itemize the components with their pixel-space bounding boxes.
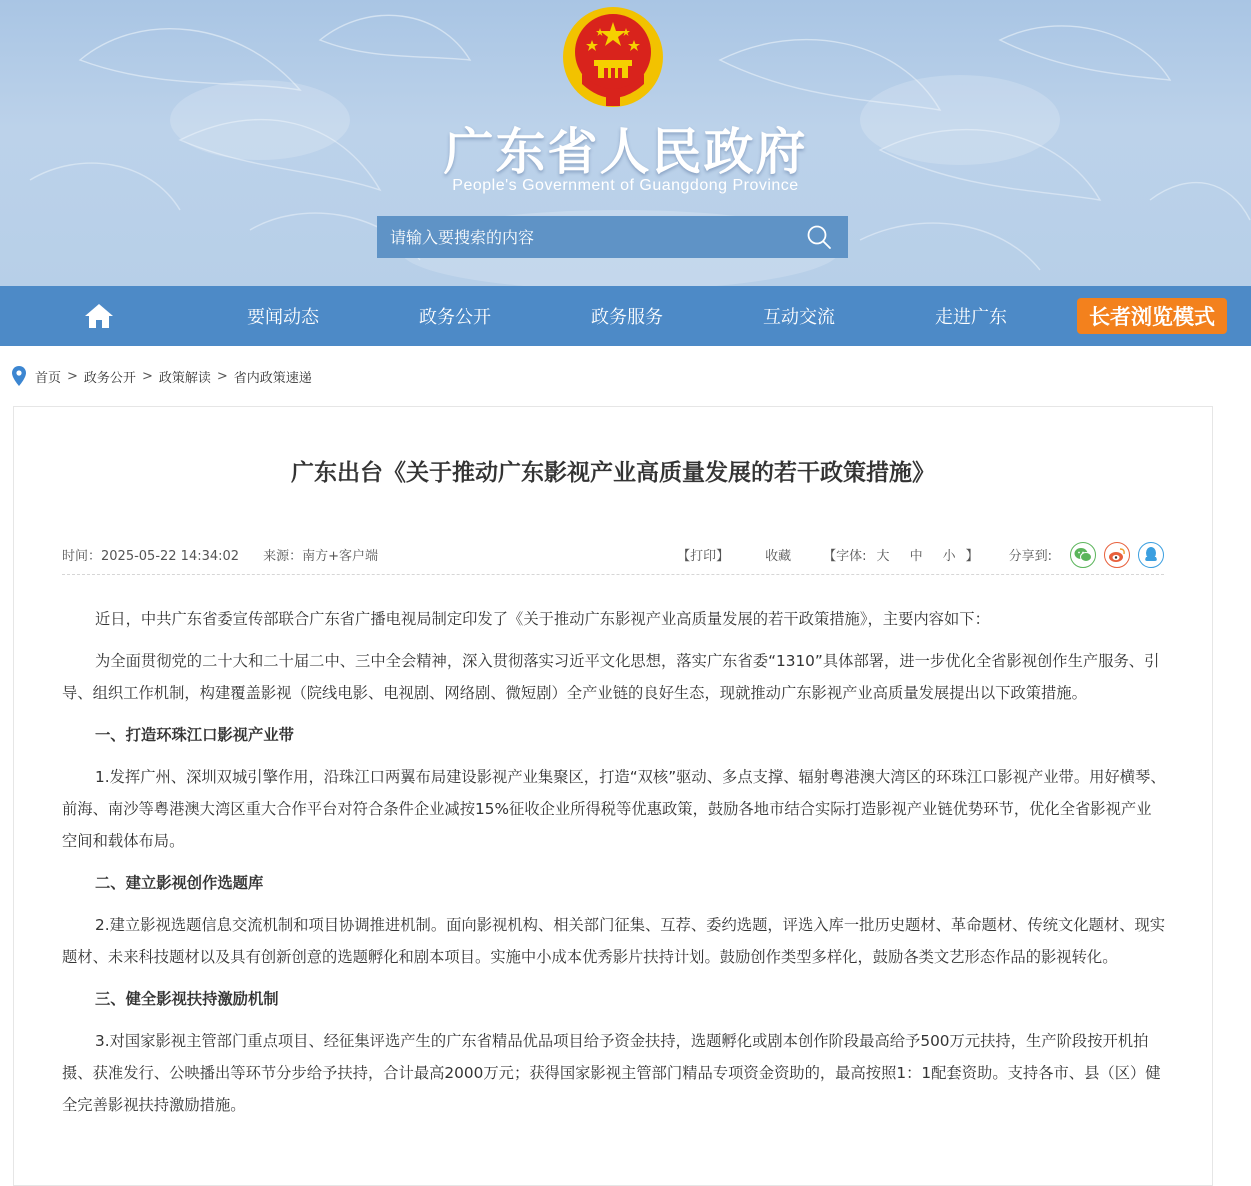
main-nav: [0, 286, 1251, 346]
font-large-button[interactable]: 大: [876, 549, 890, 564]
section-heading: 三、健全影视扶持激励机制: [95, 990, 279, 1008]
share-wechat-button[interactable]: [1070, 542, 1096, 568]
breadcrumb-policy-interpretation[interactable]: 政策解读: [158, 370, 211, 386]
font-size-close-bracket: 】: [965, 549, 979, 564]
wechat-icon: [1074, 547, 1092, 563]
article-paragraph: 2.建立影视选题信息交流机制和项目协调推进机制。面向影视机构、相关部门征集、互荐、委约选题，评选入库一批历史题材、革命题材、传统文化题材、现实题材、未来科技题材以及具有创新创意的选题孵化和剧本项目。实施中小成本优秀影片扶持计划。鼓励创作类型多样化，鼓励各类文艺形态作品的影视转化。: [62, 916, 1166, 966]
nav-home[interactable]: [0, 286, 197, 346]
breadcrumb-provincial-policy[interactable]: 省内政策速递: [233, 370, 312, 386]
site-subtitle: People's Government of Guangdong Province: [452, 177, 799, 194]
article-tools: [677, 542, 1164, 568]
font-medium-button[interactable]: 中: [909, 549, 923, 564]
print-button[interactable]: 【打印】: [677, 549, 730, 564]
search-button[interactable]: [790, 216, 848, 258]
elder-mode-button[interactable]: 长者浏览模式: [1077, 298, 1227, 334]
article-paragraph: 1.发挥广州、深圳双城引擎作用，沿珠江口两翼布局建设影视产业集聚区，打造“双核”驱动、多点支撑、辐射粤港澳大湾区的环珠江口影视产业带。用好横琴、前海、南沙等粤港澳大湾区重大合作平台对符合条件企业减按15%征收企业所得税等优惠政策，鼓励各地市结合实际打造影视产业链优势环节，优化全省影视产业空间和载体布局。: [62, 768, 1166, 850]
nav-item-news[interactable]: 要闻动态: [247, 307, 319, 328]
site-header: [0, 0, 1251, 286]
search-bar: [377, 216, 848, 258]
share-weibo-button[interactable]: [1104, 542, 1130, 568]
breadcrumb-separator: >: [141, 368, 153, 384]
share-qq-button[interactable]: [1138, 542, 1164, 568]
favorite-button[interactable]: 收藏: [765, 549, 792, 564]
publish-time: 时间：2025-05-22 14:34:02: [62, 549, 240, 564]
search-icon: [806, 224, 832, 250]
article-paragraph: 近日，中共广东省委宣传部联合广东省广播电视局制定印发了《关于推动广东影视产业高质量发展的若干政策措施》，主要内容如下：: [95, 610, 990, 628]
article-title: 广东出台《关于推动广东影视产业高质量发展的若干政策措施》: [291, 460, 935, 486]
share-label: 分享到:: [1008, 549, 1052, 564]
breadcrumb-home[interactable]: 首页: [35, 370, 62, 386]
article-paragraph: 为全面贯彻党的二十大和二十届二中、三中全会精神，深入贯彻落实习近平文化思想，落实广东省委“1310”具体部署，进一步优化全省影视创作生产服务、引导、组织工作机制，构建覆盖影视（院线电影、电视剧、网络剧、微短剧）全产业链的良好生态，现就推动广东影视产业高质量发展提出以下政策措施。: [62, 652, 1160, 702]
home-icon: [84, 302, 114, 330]
font-size-label: 【字体:: [823, 549, 867, 564]
section-heading: 二、建立影视创作选题库: [95, 874, 264, 892]
section-heading: 一、打造环珠江口影视产业带: [95, 726, 294, 744]
location-pin-icon: [12, 366, 26, 386]
article-meta-bar: [62, 535, 1164, 575]
breadcrumb-separator: >: [216, 368, 228, 384]
breadcrumb-separator: >: [67, 368, 78, 384]
nav-item-gov-affairs-open[interactable]: 政务公开: [419, 307, 491, 328]
national-emblem-icon: [560, 4, 666, 110]
nav-item-interaction[interactable]: 互动交流: [763, 307, 835, 328]
article-body: [62, 603, 1166, 1131]
nav-item-gov-services[interactable]: 政务服务: [591, 307, 663, 328]
weibo-icon: [1108, 547, 1126, 563]
font-size-control: [823, 545, 978, 564]
breadcrumb-gov-affairs-open[interactable]: 政务公开: [83, 370, 136, 386]
qq-icon: [1143, 546, 1159, 564]
nav-item-about-guangdong[interactable]: 走进广东: [935, 307, 1007, 328]
article-paragraph: 3.对国家影视主管部门重点项目、经征集评选产生的广东省精品优品项目给予资金扶持，选题孵化或剧本创作阶段最高给予500万元扶持，生产阶段按开机拍摄、获准发行、公映播出等环节分步给予扶持，合计最高2000万元；获得国家影视主管部门精品专项资金资助的，最高按照1：1配套资助。支持各市、县（区）健全完善影视扶持激励措施。: [62, 1032, 1161, 1114]
search-input[interactable]: [377, 216, 790, 258]
article-container: [13, 406, 1213, 1186]
article-source: 来源：南方+客户端: [263, 549, 378, 564]
font-small-button[interactable]: 小: [942, 549, 956, 564]
site-title: 广东省人民政府: [443, 123, 808, 181]
breadcrumb: [0, 346, 1251, 406]
